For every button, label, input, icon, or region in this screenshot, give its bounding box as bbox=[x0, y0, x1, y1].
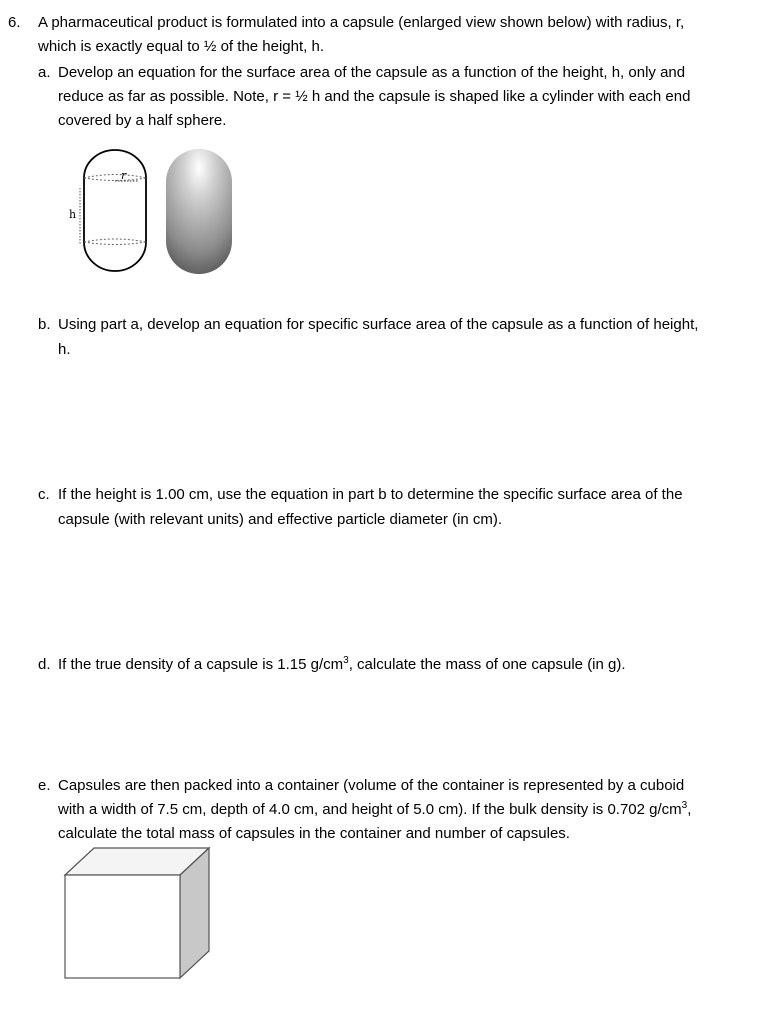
part-e-text-pre: with a width of 7.5 cm, depth of 4.0 cm, and height of 5.0 cm). If the bulk density is 0.702 g/cm bbox=[58, 801, 682, 818]
part-a-label: a. bbox=[38, 64, 51, 81]
part-c-line-1: If the height is 1.00 cm, use the equation in part b to determine the specific surface area of the bbox=[58, 486, 683, 503]
part-b-line-2: h. bbox=[58, 341, 71, 358]
part-e-line-1: Capsules are then packed into a container (volume of the container is represented by a cuboid bbox=[58, 777, 685, 794]
part-c-label: c. bbox=[38, 486, 50, 503]
question-number: 6. bbox=[8, 14, 21, 31]
height-label: h bbox=[69, 208, 77, 221]
capsule-shaded-image bbox=[166, 149, 232, 274]
part-a-line-3: covered by a half sphere. bbox=[58, 112, 227, 129]
question-intro-line-2: which is exactly equal to ½ of the height, h. bbox=[38, 38, 325, 55]
part-a-line-1: Develop an equation for the surface area of the capsule as a function of the height, h, only and bbox=[58, 64, 686, 81]
part-d-superscript: 3 bbox=[343, 655, 349, 666]
radius-label: r bbox=[121, 169, 127, 182]
part-e-line-2 bbox=[58, 798, 691, 822]
cuboid-figure bbox=[60, 844, 220, 984]
part-e-text-post: , bbox=[687, 801, 692, 818]
part-e-superscript: 3 bbox=[681, 800, 688, 811]
cuboid-front-face bbox=[65, 875, 180, 978]
part-e-line-3: calculate the total mass of capsules in the container and number of capsules. bbox=[58, 825, 570, 842]
part-d-line bbox=[58, 653, 626, 677]
part-d-text-pre: If the true density of a capsule is 1.15 g/cm bbox=[58, 656, 344, 673]
part-a-line-2: reduce as far as possible. Note, r = ½ h and the capsule is shaped like a cylinder with each end bbox=[58, 88, 691, 105]
capsule-outline-diagram bbox=[80, 150, 146, 271]
part-b-line-1: Using part a, develop an equation for specific surface area of the capsule as a function of height, bbox=[58, 316, 699, 333]
part-b-label: b. bbox=[38, 316, 51, 333]
capsule-figure bbox=[60, 148, 240, 278]
part-e-label: e. bbox=[38, 777, 51, 794]
part-d-label: d. bbox=[38, 656, 51, 673]
question-intro-line-1: A pharmaceutical product is formulated into a capsule (enlarged view shown below) with radius, r, bbox=[38, 14, 685, 31]
part-c-line-2: capsule (with relevant units) and effective particle diameter (in cm). bbox=[58, 511, 503, 528]
part-d-text-post: , calculate the mass of one capsule (in g). bbox=[348, 656, 626, 673]
